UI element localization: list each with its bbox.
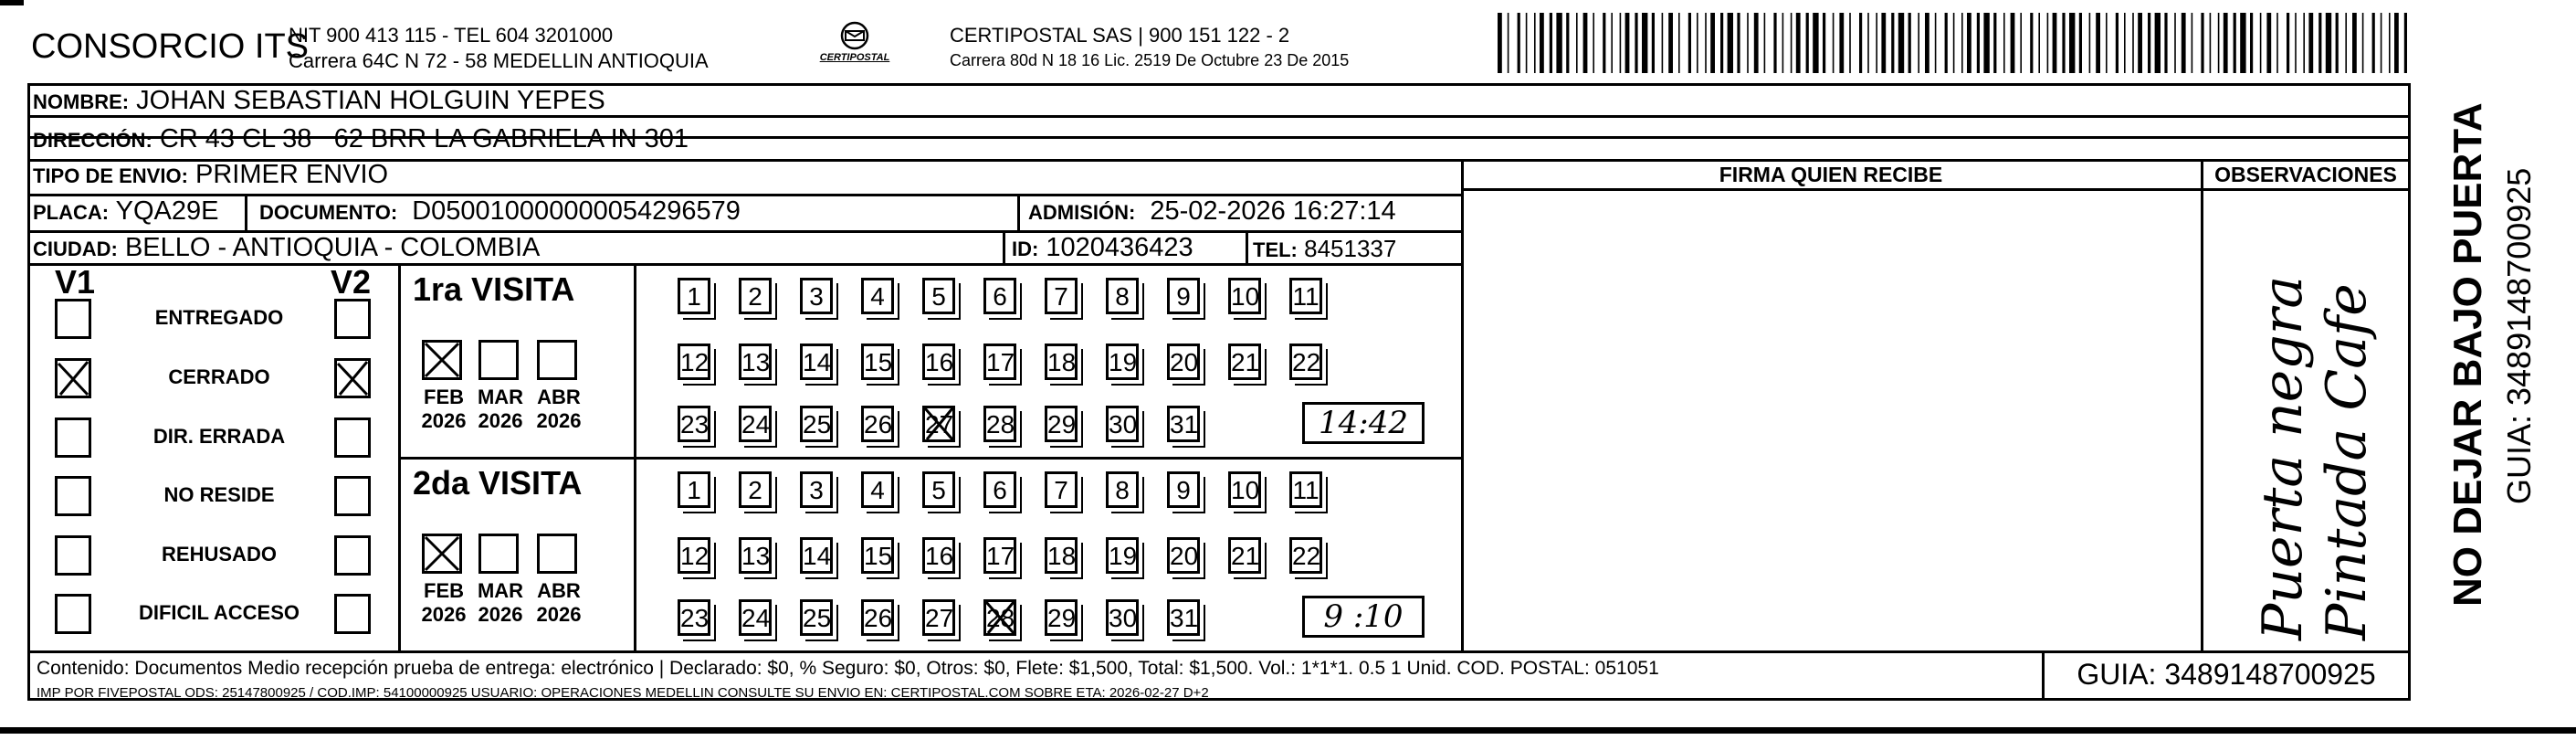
month-checkbox[interactable] bbox=[537, 340, 577, 380]
month-checkbox[interactable] bbox=[478, 534, 519, 574]
day-number: 2 bbox=[748, 282, 762, 311]
month-checkbox[interactable] bbox=[478, 340, 519, 380]
day-number: 20 bbox=[1170, 542, 1199, 570]
day-box[interactable] bbox=[1167, 278, 1200, 314]
obs-line-1: Puerta negra bbox=[2251, 275, 2315, 640]
day-number: 8 bbox=[1115, 282, 1130, 311]
company-name: CONSORCIO ITS bbox=[31, 27, 310, 66]
day-number: 28 bbox=[986, 604, 1015, 632]
day-number: 16 bbox=[925, 348, 954, 376]
day-box[interactable] bbox=[739, 599, 772, 636]
day-number: 11 bbox=[1292, 476, 1320, 504]
day-number: 21 bbox=[1231, 348, 1260, 376]
visit-title: 2da VISITA bbox=[413, 464, 583, 502]
status-label: REHUSADO bbox=[162, 543, 277, 566]
day-number: 14 bbox=[803, 542, 832, 570]
day-number: 12 bbox=[680, 348, 710, 376]
admision-label: ADMISIÓN: bbox=[1028, 201, 1136, 224]
day-number: 25 bbox=[803, 604, 832, 632]
status-label: DIR. ERRADA bbox=[152, 425, 286, 448]
status-v2-checkbox[interactable] bbox=[334, 594, 371, 634]
side-warning: NO DEJAR BAJO PUERTA bbox=[2445, 102, 2490, 607]
month-name: MAR bbox=[477, 579, 524, 602]
day-box[interactable] bbox=[1106, 471, 1139, 508]
day-box[interactable] bbox=[739, 471, 772, 508]
direccion-label: DIRECCIÓN: bbox=[33, 129, 152, 152]
month-checkbox[interactable] bbox=[422, 534, 462, 574]
day-number: 18 bbox=[1047, 542, 1077, 570]
observaciones-handwriting bbox=[2219, 206, 2402, 645]
day-number: 31 bbox=[1170, 410, 1199, 439]
documento-label: DOCUMENTO: bbox=[259, 201, 398, 224]
day-number: 15 bbox=[864, 542, 893, 570]
day-box[interactable] bbox=[1167, 344, 1200, 380]
placa-value: YQA29E bbox=[115, 196, 219, 226]
status-label: DIFICIL ACCESO bbox=[138, 601, 300, 624]
side-guia: GUIA: 3489148700925 bbox=[2500, 167, 2538, 504]
documento-value: D050010000000054296579 bbox=[412, 196, 741, 226]
ciudad-label: CIUDAD: bbox=[33, 238, 118, 260]
ciudad-row bbox=[33, 233, 540, 263]
day-number: 10 bbox=[1231, 282, 1260, 311]
day-number: 12 bbox=[680, 542, 710, 570]
month-year: 2026 bbox=[536, 603, 582, 626]
day-number: 18 bbox=[1047, 348, 1077, 376]
visit-time-box[interactable] bbox=[1302, 402, 1425, 444]
day-number: 2 bbox=[748, 476, 762, 504]
day-number: 27 bbox=[925, 410, 954, 439]
day-number: 3 bbox=[809, 476, 824, 504]
day-box[interactable] bbox=[861, 344, 894, 380]
direccion-row bbox=[33, 124, 689, 154]
month-label bbox=[473, 579, 528, 627]
month-name: FEB bbox=[424, 579, 464, 602]
footer-contenido: Contenido: Documentos Medio recepción prueba de entrega: electrónico | Declarado: $0, % Seguro: $0, Otros: $0, Flete: $1,500, Total: $1,500. Vol.: 1*1*1. 0.5 1 Unid. COD. POSTAL: 051051 bbox=[37, 658, 1659, 679]
status-v2-checkbox[interactable] bbox=[334, 476, 371, 516]
month-year: 2026 bbox=[478, 409, 523, 432]
day-number: 13 bbox=[741, 542, 771, 570]
day-box[interactable] bbox=[1167, 599, 1200, 636]
month-name: ABR bbox=[537, 579, 581, 602]
status-label: CERRADO bbox=[168, 365, 270, 388]
day-box[interactable] bbox=[800, 406, 833, 442]
tipo-value: PRIMER ENVIO bbox=[195, 160, 389, 189]
nombre-label: NOMBRE: bbox=[33, 90, 130, 113]
month-label bbox=[531, 579, 586, 627]
status-v1-checkbox[interactable] bbox=[55, 299, 91, 339]
day-box[interactable] bbox=[1045, 344, 1078, 380]
day-number: 25 bbox=[803, 410, 832, 439]
status-label: ENTREGADO bbox=[154, 306, 284, 329]
id-value: 1020436423 bbox=[1046, 233, 1193, 262]
status-v1-checkbox[interactable] bbox=[55, 594, 91, 634]
tel-row bbox=[1253, 235, 1396, 263]
admision-row bbox=[1028, 196, 1396, 227]
status-v1-checkbox[interactable] bbox=[55, 535, 91, 576]
status-v1-checkbox[interactable] bbox=[55, 418, 91, 458]
day-box[interactable] bbox=[800, 278, 833, 314]
admision-value: 25-02-2026 16:27:14 bbox=[1150, 196, 1396, 226]
day-box[interactable] bbox=[800, 471, 833, 508]
day-number: 3 bbox=[809, 282, 824, 311]
day-number: 22 bbox=[1292, 348, 1321, 376]
day-number: 11 bbox=[1292, 282, 1320, 311]
day-box[interactable] bbox=[678, 344, 710, 380]
v1-header: V1 bbox=[55, 263, 96, 301]
day-box[interactable] bbox=[678, 278, 710, 314]
direccion-value: CR 43 CL 38 62 BRR LA GABRIELA IN 301 bbox=[159, 124, 689, 153]
day-box[interactable] bbox=[1289, 344, 1322, 380]
obs-line-2: Pintada Cafe bbox=[2315, 283, 2379, 640]
id-label: ID: bbox=[1012, 238, 1039, 260]
visit-time-box[interactable] bbox=[1302, 596, 1425, 638]
day-box[interactable] bbox=[800, 537, 833, 574]
day-number: 26 bbox=[864, 604, 893, 632]
day-number: 30 bbox=[1109, 410, 1138, 439]
month-label bbox=[416, 386, 471, 433]
day-box[interactable] bbox=[1106, 344, 1139, 380]
day-box[interactable] bbox=[1167, 471, 1200, 508]
status-v2-checkbox[interactable] bbox=[334, 535, 371, 576]
day-box[interactable] bbox=[983, 406, 1016, 442]
status-v1-checkbox[interactable] bbox=[55, 358, 91, 398]
month-label bbox=[416, 579, 471, 627]
day-box[interactable] bbox=[1228, 344, 1261, 380]
day-number: 10 bbox=[1231, 476, 1260, 504]
day-number: 24 bbox=[741, 410, 771, 439]
day-box[interactable] bbox=[800, 344, 833, 380]
day-box[interactable] bbox=[678, 406, 710, 442]
day-box[interactable] bbox=[1228, 278, 1261, 314]
firma-header: FIRMA QUIEN RECIBE bbox=[1719, 163, 1943, 186]
company-address: Carrera 64C N 72 - 58 MEDELLIN ANTIOQUIA bbox=[289, 49, 709, 72]
day-box[interactable] bbox=[922, 406, 955, 442]
day-box[interactable] bbox=[1289, 278, 1322, 314]
status-v2-checkbox[interactable] bbox=[334, 418, 371, 458]
day-number: 1 bbox=[687, 282, 701, 311]
day-box[interactable] bbox=[922, 344, 955, 380]
month-label bbox=[473, 386, 528, 433]
month-checkbox[interactable] bbox=[537, 534, 577, 574]
day-box[interactable] bbox=[922, 599, 955, 636]
day-box[interactable] bbox=[922, 537, 955, 574]
tipo-row bbox=[33, 160, 388, 190]
observaciones-header: OBSERVACIONES bbox=[2214, 163, 2397, 186]
day-number: 5 bbox=[931, 282, 946, 311]
day-number: 29 bbox=[1047, 604, 1077, 632]
day-box[interactable] bbox=[739, 406, 772, 442]
day-number: 5 bbox=[931, 476, 946, 504]
nombre-value: JOHAN SEBASTIAN HOLGUIN YEPES bbox=[136, 86, 605, 115]
carrier-address: Carrera 80d N 18 16 Lic. 2519 De Octubre 23 De 2015 bbox=[950, 51, 1350, 69]
corner-mark bbox=[0, 0, 24, 5]
month-label bbox=[531, 386, 586, 433]
firma-area[interactable] bbox=[1465, 192, 2199, 649]
day-box[interactable] bbox=[678, 537, 710, 574]
placa-label: PLACA: bbox=[33, 201, 110, 224]
day-box[interactable] bbox=[1167, 537, 1200, 574]
day-box[interactable] bbox=[983, 537, 1016, 574]
day-number: 15 bbox=[864, 348, 893, 376]
day-number: 6 bbox=[993, 476, 1007, 504]
day-box[interactable] bbox=[1045, 406, 1078, 442]
day-box[interactable] bbox=[983, 344, 1016, 380]
id-row bbox=[1012, 233, 1193, 263]
day-box[interactable] bbox=[678, 599, 710, 636]
envelope-circle-icon bbox=[835, 20, 875, 51]
tipo-label: TIPO DE ENVIO: bbox=[33, 164, 188, 187]
day-number: 21 bbox=[1231, 542, 1260, 570]
day-box[interactable] bbox=[983, 471, 1016, 508]
tel-value: 8451337 bbox=[1304, 235, 1397, 262]
day-box[interactable] bbox=[983, 278, 1016, 314]
day-box[interactable] bbox=[1106, 406, 1139, 442]
day-box[interactable] bbox=[861, 471, 894, 508]
v2-header: V2 bbox=[331, 263, 372, 301]
day-box[interactable] bbox=[861, 537, 894, 574]
day-number: 1 bbox=[687, 476, 701, 504]
day-box[interactable] bbox=[1106, 278, 1139, 314]
day-number: 16 bbox=[925, 542, 954, 570]
day-box[interactable] bbox=[1167, 406, 1200, 442]
footer-guia: GUIA: 3489148700925 bbox=[2077, 658, 2376, 691]
status-label: NO RESIDE bbox=[163, 483, 275, 506]
day-number: 6 bbox=[993, 282, 1007, 311]
day-box[interactable] bbox=[1106, 537, 1139, 574]
day-number: 17 bbox=[986, 348, 1015, 376]
day-box[interactable] bbox=[922, 278, 955, 314]
day-number: 8 bbox=[1115, 476, 1130, 504]
month-checkbox[interactable] bbox=[422, 340, 462, 380]
day-box[interactable] bbox=[861, 278, 894, 314]
day-number: 9 bbox=[1176, 282, 1191, 311]
day-box[interactable] bbox=[922, 471, 955, 508]
footer-imp: IMP POR FIVEPOSTAL ODS: 25147800925 / COD.IMP: 54100000925 USUARIO: OPERACIONES MEDELLIN CONSULTE SU ENVIO EN: CERTIPOSTAL.COM SOBRE ETA: 2026-02-27 D+2 bbox=[37, 685, 1209, 701]
day-box[interactable] bbox=[1045, 599, 1078, 636]
status-v1-checkbox[interactable] bbox=[55, 476, 91, 516]
day-box[interactable] bbox=[800, 599, 833, 636]
logo-text: CERTIPOSTAL bbox=[819, 52, 890, 63]
day-number: 28 bbox=[986, 410, 1015, 439]
day-number: 19 bbox=[1109, 348, 1138, 376]
day-box[interactable] bbox=[1228, 471, 1261, 508]
month-name: ABR bbox=[537, 386, 581, 408]
day-number: 20 bbox=[1170, 348, 1199, 376]
ciudad-value: BELLO - ANTIOQUIA - COLOMBIA bbox=[124, 233, 541, 262]
day-box[interactable] bbox=[1045, 537, 1078, 574]
day-box[interactable] bbox=[1289, 471, 1322, 508]
month-year: 2026 bbox=[478, 603, 523, 626]
day-box[interactable] bbox=[1289, 537, 1322, 574]
day-number: 14 bbox=[803, 348, 832, 376]
day-number: 4 bbox=[870, 282, 885, 311]
nombre-row bbox=[33, 86, 605, 116]
day-box[interactable] bbox=[739, 278, 772, 314]
day-box[interactable] bbox=[861, 599, 894, 636]
day-number: 7 bbox=[1054, 282, 1068, 311]
status-v2-checkbox[interactable] bbox=[334, 358, 371, 398]
day-box[interactable] bbox=[1045, 278, 1078, 314]
status-v2-checkbox[interactable] bbox=[334, 299, 371, 339]
day-box[interactable] bbox=[739, 344, 772, 380]
day-number: 26 bbox=[864, 410, 893, 439]
day-number: 24 bbox=[741, 604, 771, 632]
day-number: 9 bbox=[1176, 476, 1191, 504]
day-number: 17 bbox=[986, 542, 1015, 570]
placa-row bbox=[33, 196, 219, 227]
day-box[interactable] bbox=[1045, 471, 1078, 508]
day-box[interactable] bbox=[739, 537, 772, 574]
company-nit: NIT 900 413 115 - TEL 604 3201000 bbox=[289, 24, 614, 47]
month-year: 2026 bbox=[536, 409, 582, 432]
tel-label: TEL: bbox=[1253, 238, 1298, 261]
visit-time: 9 :10 bbox=[1323, 598, 1404, 635]
day-number: 31 bbox=[1170, 604, 1199, 632]
certipostal-logo bbox=[807, 20, 902, 73]
bottom-rule bbox=[0, 727, 2576, 734]
day-number: 13 bbox=[741, 348, 771, 376]
day-number: 4 bbox=[870, 476, 885, 504]
day-box[interactable] bbox=[983, 599, 1016, 636]
documento-row bbox=[259, 196, 741, 227]
day-box[interactable] bbox=[678, 471, 710, 508]
day-number: 7 bbox=[1054, 476, 1068, 504]
visit-time: 14:42 bbox=[1319, 405, 1408, 441]
day-box[interactable] bbox=[1228, 537, 1261, 574]
month-name: MAR bbox=[477, 386, 524, 408]
day-number: 29 bbox=[1047, 410, 1077, 439]
day-number: 23 bbox=[680, 604, 710, 632]
day-number: 19 bbox=[1109, 542, 1138, 570]
barcode bbox=[1498, 13, 2414, 73]
day-box[interactable] bbox=[1106, 599, 1139, 636]
carrier-name: CERTIPOSTAL SAS | 900 151 122 - 2 bbox=[950, 24, 1290, 47]
day-box[interactable] bbox=[861, 406, 894, 442]
visit-title: 1ra VISITA bbox=[413, 270, 575, 308]
day-number: 30 bbox=[1109, 604, 1138, 632]
day-number: 23 bbox=[680, 410, 710, 439]
month-year: 2026 bbox=[421, 409, 467, 432]
day-number: 22 bbox=[1292, 542, 1321, 570]
month-year: 2026 bbox=[421, 603, 467, 626]
month-name: FEB bbox=[424, 386, 464, 408]
day-number: 27 bbox=[925, 604, 954, 632]
